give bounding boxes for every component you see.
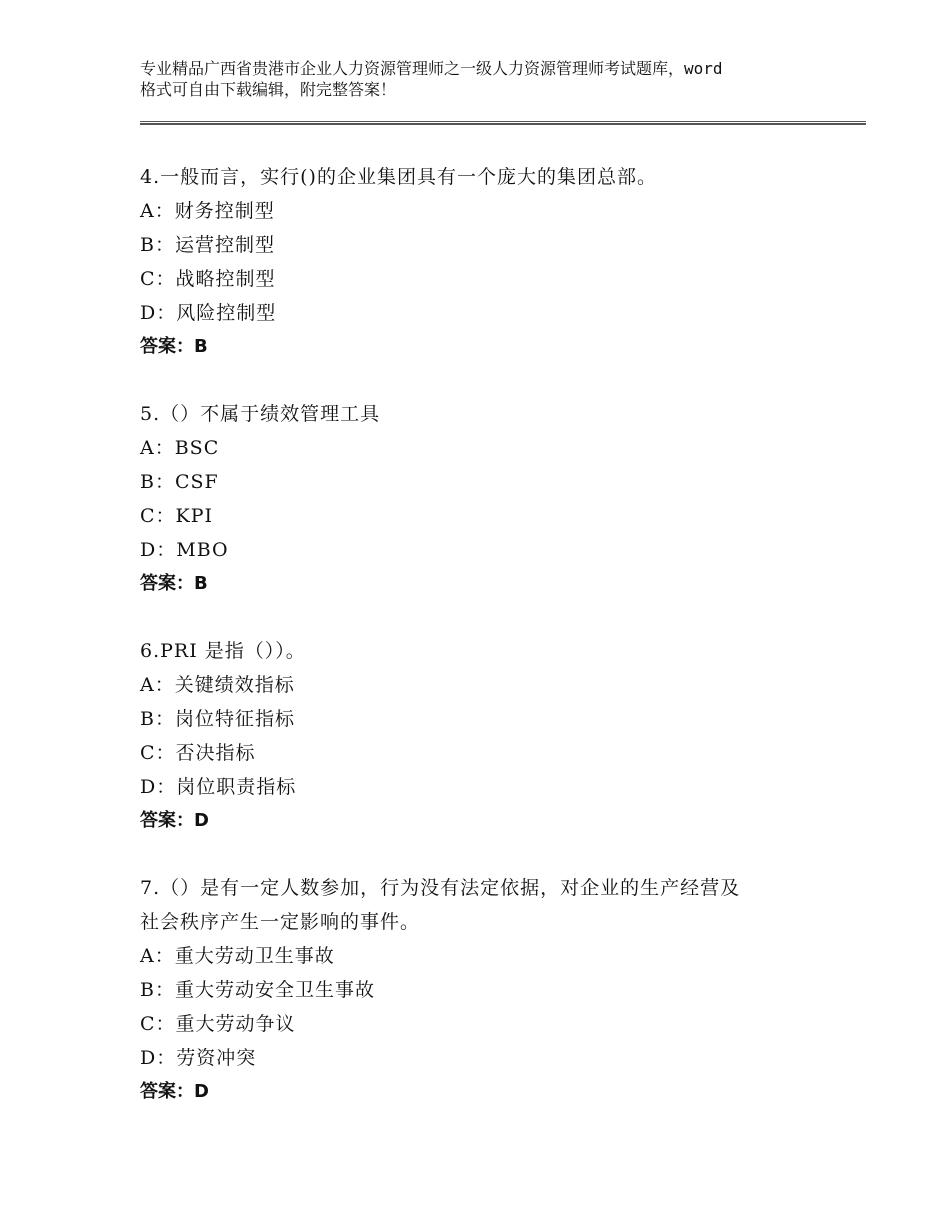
option-a: A：财务控制型	[140, 200, 275, 222]
question-4	[140, 160, 840, 364]
option-b: B：CSF	[140, 471, 219, 493]
option-c: C：KPI	[140, 505, 214, 527]
option-b: B：重大劳动安全卫生事故	[140, 979, 375, 1001]
option-b: B：运营控制型	[140, 234, 275, 256]
answer: 答案：D	[140, 810, 209, 831]
document-header	[140, 58, 840, 100]
option-a: A：重大劳动卫生事故	[140, 945, 335, 967]
option-d: D：风险控制型	[140, 302, 277, 324]
answer: 答案：B	[140, 573, 208, 594]
question-stem-continued: 社会秩序产生一定影响的事件。	[140, 911, 421, 933]
answer: 答案：B	[140, 336, 208, 357]
option-a: A：关键绩效指标	[140, 674, 295, 696]
header-title-line-1: 专业精品广西省贵港市企业人力资源管理师之一级人力资源管理师考试题库，word	[140, 59, 723, 78]
question-7	[140, 871, 840, 1109]
option-c: C：战略控制型	[140, 268, 276, 290]
question-5	[140, 397, 840, 601]
header-divider	[140, 121, 866, 125]
question-6	[140, 634, 840, 838]
header-title-line-2: 格式可自由下载编辑，附完整答案！	[140, 80, 397, 99]
question-stem: 6.PRI 是指（））。	[140, 640, 306, 662]
option-d: D：劳资冲突	[140, 1047, 257, 1069]
question-stem: 5.（）不属于绩效管理工具	[140, 403, 381, 425]
option-c: C：重大劳动争议	[140, 1013, 296, 1035]
option-b: B：岗位特征指标	[140, 708, 295, 730]
question-stem: 7.（）是有一定人数参加，行为没有法定依据，对企业的生产经营及	[140, 877, 741, 899]
option-c: C：否决指标	[140, 742, 256, 764]
option-d: D：MBO	[140, 539, 229, 561]
answer: 答案：D	[140, 1081, 209, 1102]
option-a: A：BSC	[140, 437, 220, 459]
option-d: D：岗位职责指标	[140, 776, 297, 798]
question-list	[140, 160, 840, 1142]
question-stem: 4.一般而言，实行()的企业集团具有一个庞大的集团总部。	[140, 166, 657, 188]
